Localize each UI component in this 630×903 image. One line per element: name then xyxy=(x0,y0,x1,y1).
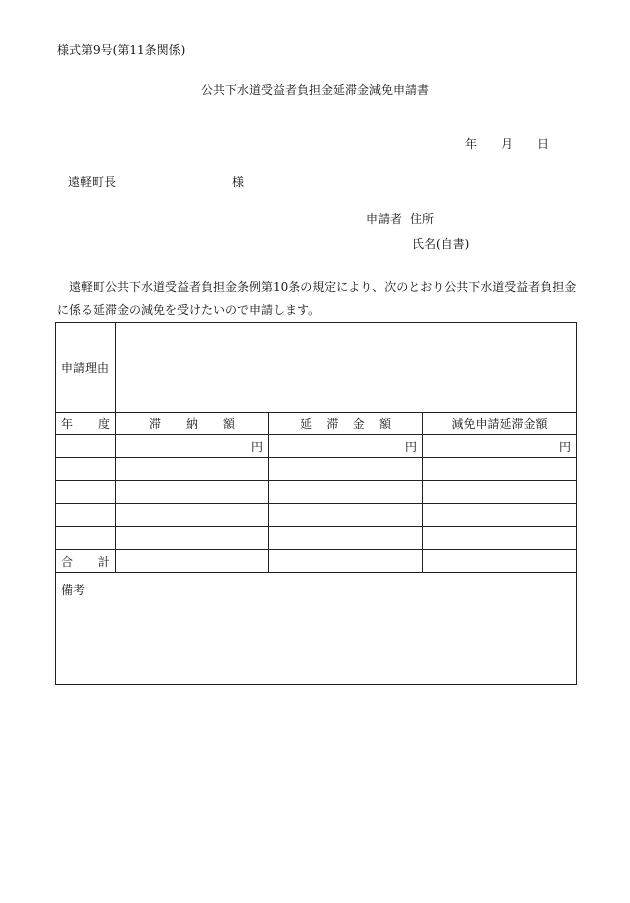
document-title: 公共下水道受益者負担金延滞金減免申請書 xyxy=(200,83,429,97)
applicant-label: 申請者 xyxy=(366,212,403,226)
form-number: 様式第9号(第11条関係) xyxy=(57,43,186,57)
year-cell[interactable] xyxy=(56,435,116,458)
header-char: 額 xyxy=(378,417,391,431)
date-year-label: 年 xyxy=(465,137,478,151)
header-char: 金 xyxy=(352,417,365,431)
date-line xyxy=(465,138,549,150)
addressee-name: 遠軽町長 xyxy=(68,175,117,189)
application-table xyxy=(55,322,577,685)
reason-row xyxy=(56,323,577,413)
total-label xyxy=(56,550,116,573)
reduction-amount-cell[interactable] xyxy=(423,458,577,481)
year-cell[interactable] xyxy=(56,504,116,527)
application-body-text: 遠軽町公共下水道受益者負担金条例第10条の規定により、次のとおり公共下水道受益者負担金に係る延滞金の減免を受けたいので申請します。 xyxy=(57,280,577,317)
year-header xyxy=(56,413,116,435)
applicant-address-label: 住所 xyxy=(410,212,435,226)
reason-field[interactable] xyxy=(116,323,577,413)
header-char: 額 xyxy=(222,417,235,431)
remarks-row xyxy=(56,573,577,685)
late-fee-cell[interactable] xyxy=(269,458,423,481)
total-row xyxy=(56,550,577,573)
late-fee-cell[interactable] xyxy=(269,527,423,550)
header-char: 滞 xyxy=(149,417,162,431)
year-cell[interactable] xyxy=(56,458,116,481)
year-header-char: 年 xyxy=(61,417,74,431)
applicant-address-line xyxy=(366,213,434,225)
delinquent-amount-cell[interactable] xyxy=(116,527,269,550)
delinquent-amount-cell[interactable] xyxy=(116,458,269,481)
header-char: 延 xyxy=(300,417,313,431)
table-row xyxy=(56,504,577,527)
reduction-amount-cell[interactable] xyxy=(423,504,577,527)
reduction-amount-header: 減免申請延滞金額 xyxy=(423,413,577,435)
date-month-label: 月 xyxy=(501,137,514,151)
table-row xyxy=(56,458,577,481)
addressee xyxy=(68,176,244,188)
late-fee-cell[interactable] xyxy=(269,481,423,504)
late-fee-cell[interactable]: 円 xyxy=(269,435,423,458)
year-cell[interactable] xyxy=(56,527,116,550)
late-fee-header xyxy=(269,413,423,435)
late-fee-cell[interactable] xyxy=(269,504,423,527)
date-day-label: 日 xyxy=(537,137,550,151)
reduction-amount-cell[interactable] xyxy=(423,481,577,504)
late-fee-total-cell[interactable] xyxy=(269,550,423,573)
table-row xyxy=(56,527,577,550)
delinquent-amount-cell[interactable] xyxy=(116,504,269,527)
applicant-name-label: 氏名(自書) xyxy=(412,237,470,251)
delinquent-amount-cell[interactable] xyxy=(116,481,269,504)
reduction-amount-cell[interactable] xyxy=(423,527,577,550)
delinquent-total-cell[interactable] xyxy=(116,550,269,573)
delinquent-amount-header xyxy=(116,413,269,435)
total-label-char: 合 xyxy=(61,554,74,569)
remarks-label: 備考 xyxy=(61,583,86,597)
table-row xyxy=(56,481,577,504)
header-char: 滞 xyxy=(326,417,339,431)
table-row xyxy=(56,435,577,458)
table-header-row xyxy=(56,413,577,435)
year-header-char: 度 xyxy=(97,417,110,431)
addressee-honorific: 様 xyxy=(232,175,245,189)
reduction-total-cell[interactable] xyxy=(423,550,577,573)
delinquent-amount-cell[interactable]: 円 xyxy=(116,435,269,458)
remarks-field[interactable] xyxy=(56,573,577,685)
reason-label: 申請理由 xyxy=(56,323,116,413)
reduction-amount-cell[interactable]: 円 xyxy=(423,435,577,458)
year-cell[interactable] xyxy=(56,481,116,504)
header-char: 納 xyxy=(185,417,198,431)
total-label-char: 計 xyxy=(97,554,110,569)
